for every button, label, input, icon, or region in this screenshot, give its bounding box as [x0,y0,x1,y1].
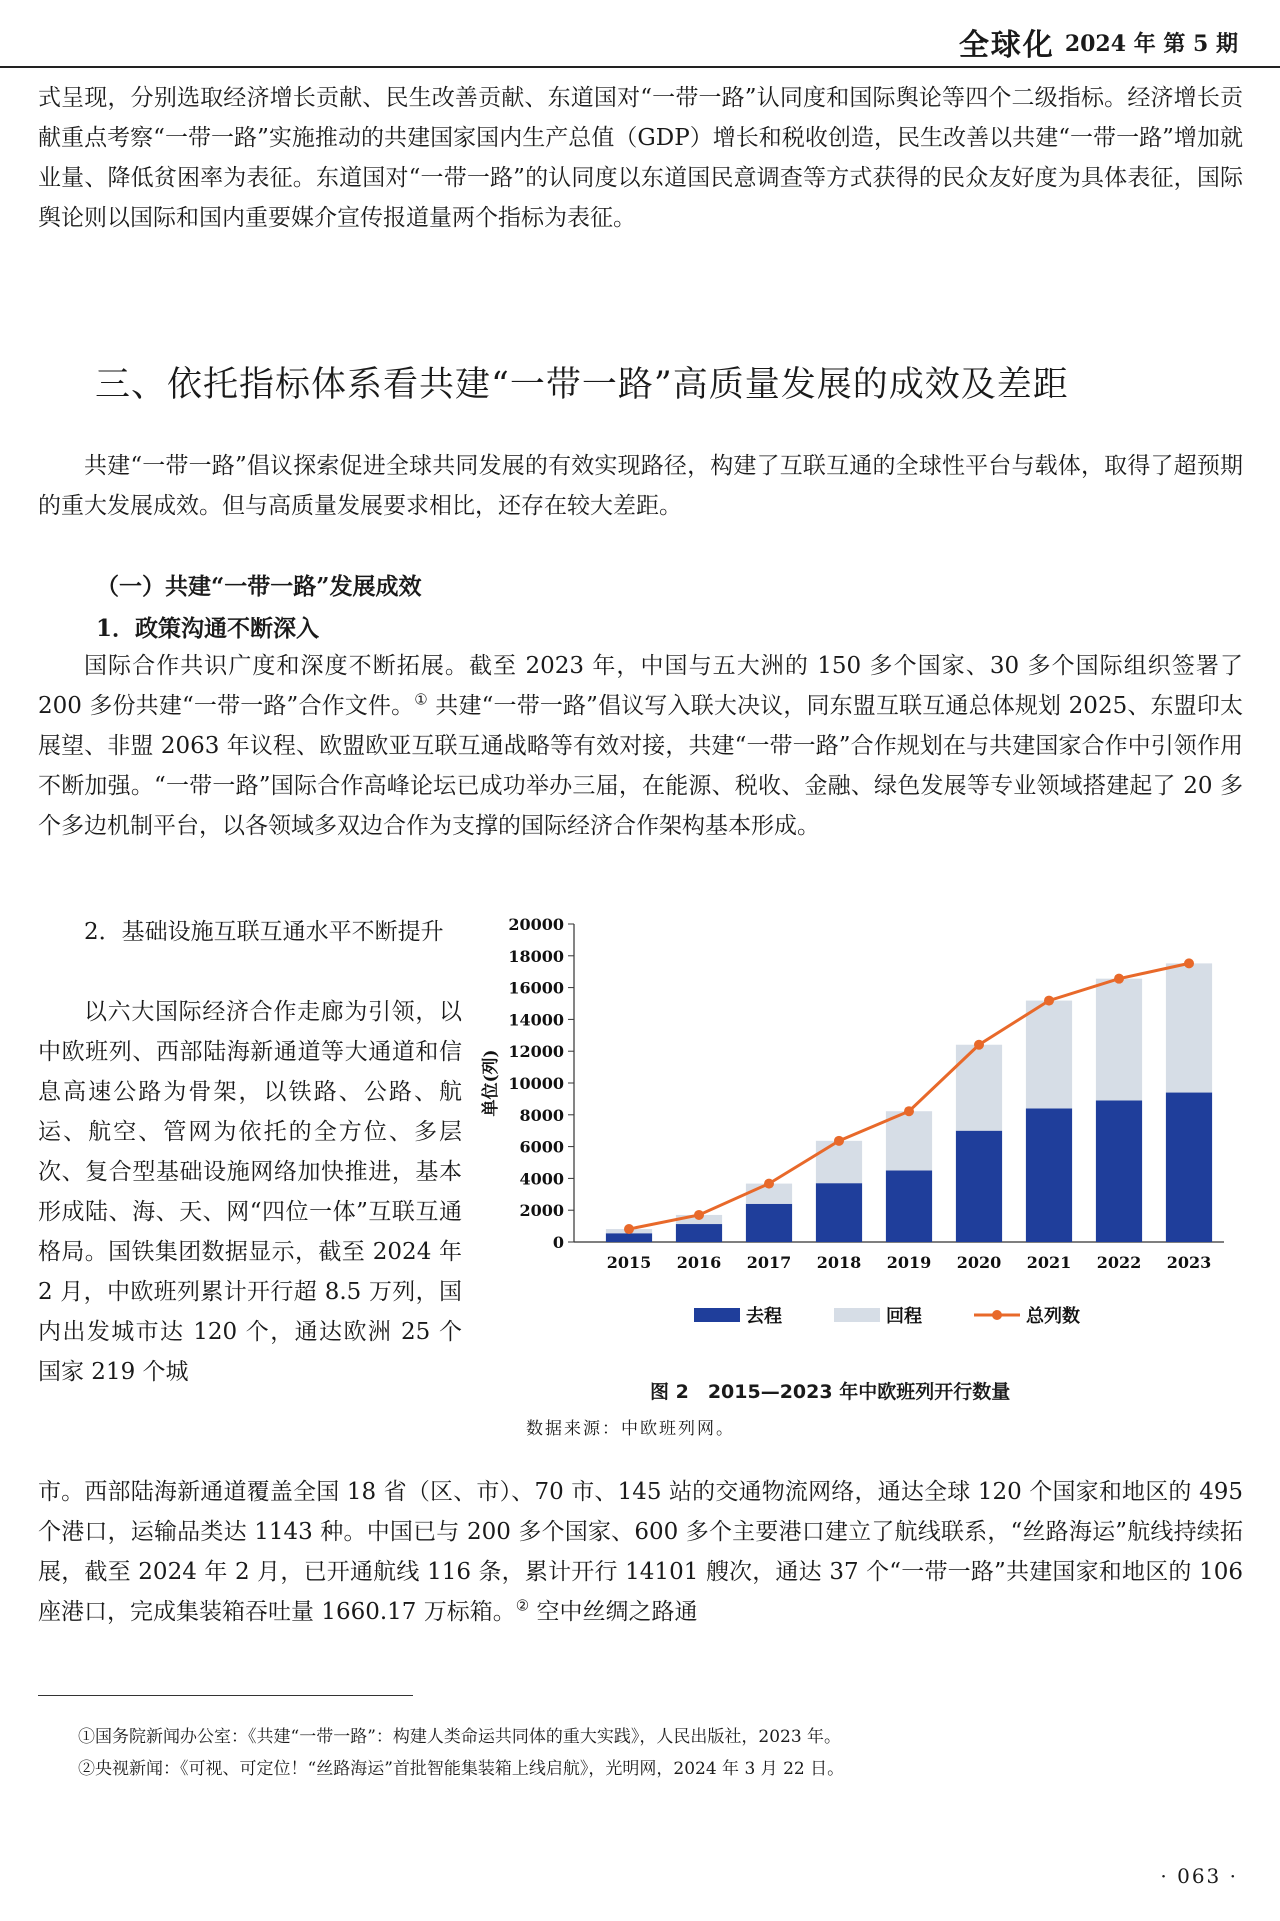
x-tick-label: 2016 [676,1253,722,1272]
legend-swatch-1 [834,1308,880,1322]
total-point-2022 [1114,974,1124,984]
total-point-2017 [764,1179,774,1189]
paragraph-indicators: 式呈现，分别选取经济增长贡献、民生改善贡献、东道国对“一带一路”认同度和国际舆论等四个二级指标。经济增长贡献重点考察“一带一路”实施推动的共建国家国内生产总值（GDP）增长和税收创造，民生改善以共建“一带一路”增加就业量、降低贫困率为表征。东道国对“一带一路”的认同度以东道国民意调查等方式获得的民众友好度为具体表征，国际舆论则以国际和国内重要媒介宣传报道量两个指标为表征。 [38,85,1243,231]
paragraph-infrastructure-full [38,1472,1243,1632]
y-tick-label: 6000 [519,1137,564,1157]
y-tick-label: 8000 [519,1105,564,1125]
footnote-rule [38,1695,413,1696]
legend-label-2: 总列数 [1026,1306,1080,1327]
figure-caption: 图 2 2015—2023 年中欧班列开行数量 [650,1381,1011,1403]
bar-return-2020 [956,1045,1002,1131]
paragraph-intro: 共建“一带一路”倡议探索促进全球共同发展的有效实现路径，构建了互联互通的全球性平台与载体，取得了超预期的重大发展成效。但与高质量发展要求相比，还存在较大差距。 [38,453,1243,519]
x-tick-label: 2020 [956,1253,1002,1272]
total-point-2019 [904,1106,914,1116]
footnote-1: ①国务院新闻办公室：《共建“一带一路”：构建人类命运共同体的重大实践》，人民出版社，2023 年。 [78,1727,842,1747]
bar-outbound-2023 [1166,1093,1212,1242]
china-europe-train-chart [481,912,1244,1362]
legend-swatch-0 [694,1308,740,1322]
bar-outbound-2021 [1026,1108,1072,1242]
bar-outbound-2016 [676,1224,722,1242]
subsection-title: （一）共建“一带一路”发展成效 [96,573,422,600]
total-point-2016 [694,1210,704,1220]
paragraph-infrastructure-column: 以六大国际经济合作走廊为引领，以中欧班列、西部陆海新通道等大通道和信息高速公路为骨架，以铁路、公路、航运、航空、管网为依托的全方位、多层次、复合型基础设施网络加快推进，基本形成陆、海、天、网“四位一体”互联互通格局。国铁集团数据显示，截至 2024 年 2 月，中欧班列累计开行超 8.5 万列，国内出发城市达 120 个，通达欧洲 25 个国家 219 个城 [38,999,462,1385]
bar-return-2022 [1096,979,1142,1101]
y-tick-label: 12000 [508,1042,564,1062]
x-tick-label: 2021 [1026,1253,1072,1272]
page-header [959,22,1238,62]
paragraph-infrastructure-part1: 市。西部陆海新通道覆盖全国 18 省（区、市）、70 市、145 站的交通物流网络，通达全球 120 个国家和地区的 495 个港口，运输品类达 1143 种。中国已与 200 多个国家、600 多个主要港口建立了航线联系，“丝路海运”航线持续拓展，截至 2024 年 2 月，已开通航线 116 条，累计开行 14101 艘次，通达 37 个“一带一路”共建国家和地区的 106 座港口，完成集装箱吞吐量 1660.17 万标箱。 [38,1479,1243,1625]
total-point-2015 [624,1224,634,1234]
bar-outbound-2020 [956,1131,1002,1242]
bar-outbound-2017 [746,1204,792,1242]
bar-return-2019 [886,1111,932,1170]
legend-marker-2 [992,1310,1002,1320]
legend-label-0: 去程 [746,1306,782,1327]
item-title-infrastructure: 2．基础设施互联互通水平不断提升 [84,919,444,945]
figure-source: 数据来源：中欧班列网。 [526,1419,735,1439]
total-point-2018 [834,1136,844,1146]
y-tick-label: 0 [552,1233,564,1252]
x-tick-label: 2017 [746,1253,792,1272]
y-tick-label: 10000 [508,1074,564,1093]
bar-outbound-2022 [1096,1100,1142,1242]
paragraph-policy-part2: 共建“一带一路”倡议写入联大决议，同东盟互联互通总体规划 2025、东盟印太展望、非盟 2063 年议程、欧盟欧亚互联互通战略等有效对接，共建“一带一路”合作规划在与共建国家合作中引领作用不断加强。“一带一路”国际合作高峰论坛已成功举办三届，在能源、税收、金融、绿色发展等专业领域搭建起了 20 多个多边机制平台，以各领域多双边合作为支撑的国际经济合作架构基本形成。 [38,693,1243,839]
page-number: · 063 · [1160,1864,1238,1888]
x-tick-label: 2023 [1166,1253,1212,1272]
footnote-2: ②央视新闻：《可视、可定位！“丝路海运”首批智能集装箱上线启航》，光明网，2024 年 3 月 22 日。 [78,1759,845,1779]
footnote-ref-1[interactable]: ① [414,690,428,709]
bar-return-2018 [816,1141,862,1183]
y-tick-label: 4000 [519,1169,564,1189]
bar-return-2023 [1166,963,1212,1092]
x-tick-label: 2019 [886,1253,932,1272]
journal-title: 全球化 [958,28,1055,63]
bar-outbound-2019 [886,1170,932,1242]
y-tick-label: 18000 [508,946,564,966]
issue-label: 2024 年 第 5 期 [1064,30,1238,57]
total-point-2023 [1184,958,1194,968]
bar-outbound-2018 [816,1183,862,1242]
y-tick-label: 2000 [519,1201,564,1221]
paragraph-policy [38,646,1243,846]
paragraph-infrastructure-part2: 空中丝绸之路通 [529,1599,698,1625]
section-title: 三、依托指标体系看共建“一带一路”高质量发展的成效及差距 [95,365,1069,405]
total-point-2021 [1044,996,1054,1006]
legend-label-1: 回程 [886,1306,922,1327]
y-axis-label: 单位(列) [481,1049,501,1117]
y-tick-label: 20000 [508,915,564,934]
footnote-ref-2[interactable]: ② [515,1596,530,1615]
bar-return-2021 [1026,1001,1072,1109]
total-point-2020 [974,1040,984,1050]
y-tick-label: 14000 [508,1010,564,1030]
item-title-policy: 1．政策沟通不断深入 [96,615,320,642]
x-tick-label: 2015 [606,1253,652,1272]
x-tick-label: 2018 [816,1253,862,1272]
header-rule [0,66,1280,68]
paragraph-policy-part1: 国际合作共识广度和深度不断拓展。截至 2023 年，中国与五大洲的 150 多个国家、30 多个国际组织签署了 200 多份共建“一带一路”合作文件。 [38,653,1243,719]
bar-outbound-2015 [606,1233,652,1242]
y-tick-label: 16000 [508,978,564,998]
x-tick-label: 2022 [1096,1253,1142,1272]
